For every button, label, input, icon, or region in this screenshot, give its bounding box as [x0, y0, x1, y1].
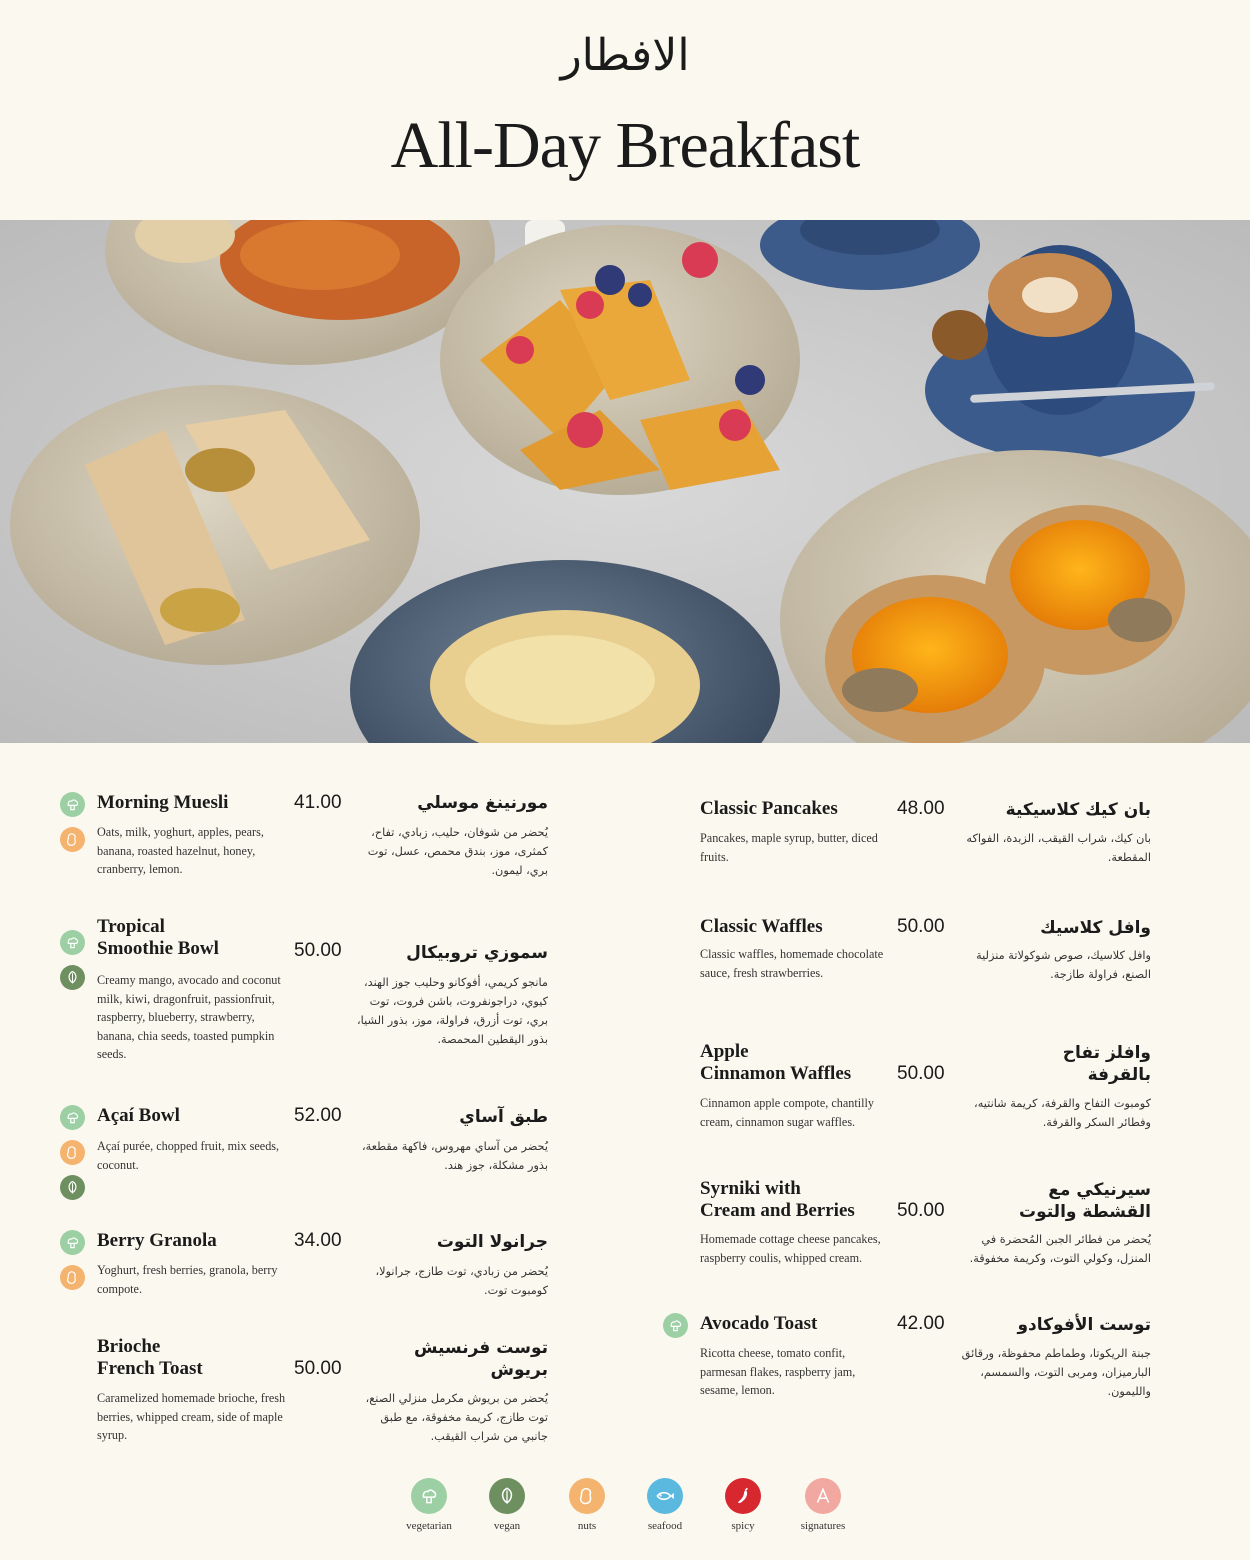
- vegetarian-icon: [663, 1313, 688, 1338]
- menu-item-classic-pancakes: [663, 798, 1153, 878]
- dietary-legend: [0, 1478, 1250, 1538]
- item-name: Classic Waffles: [700, 916, 823, 937]
- item-description-arabic: بان كيك، شراب القيقب، الزبدة، الفواكه المقطعة.: [966, 832, 1151, 864]
- item-name: Açaí Bowl: [97, 1105, 180, 1126]
- diet-icons: [60, 1105, 86, 1210]
- menu-item-avocado-toast: [663, 1313, 1153, 1413]
- vegetarian-icon: [60, 930, 85, 955]
- diet-icons: [60, 930, 86, 1000]
- legend-label: spicy: [731, 1520, 755, 1532]
- legend-vegetarian: [384, 1478, 474, 1532]
- item-price: 52.00: [294, 1105, 342, 1126]
- item-name-arabic: مورنينغ موسلي: [417, 793, 548, 813]
- legend-label: seafood: [647, 1520, 683, 1532]
- breakfast-photo: [0, 220, 1250, 743]
- menu-item-tropical-smoothie-bowl: [60, 916, 550, 1076]
- item-name-arabic: سيرنيكي مع القشطة والتوت: [1019, 1180, 1151, 1222]
- page-title: All-Day Breakfast: [390, 109, 860, 182]
- vegan-icon: [60, 1175, 85, 1200]
- diet-icons: [663, 1313, 689, 1348]
- item-name-arabic: سموزي تروبيكال: [406, 943, 548, 963]
- item-description: Creamy mango, avocado and coconut milk, kiwi, dragonfruit, passionfruit, raspberry, blueberry, strawberry, banana, chia seeds, toasted pumpkin seeds.: [97, 973, 281, 1061]
- item-description-arabic: يُحضر من زبادي، توت طازج، جرانولا، كومبوت توت.: [375, 1265, 548, 1297]
- diet-icons: [60, 792, 86, 862]
- menu-item-classic-waffles: [663, 916, 1153, 1006]
- item-name-arabic: جرانولا التوت: [436, 1232, 548, 1252]
- nuts-icon: [60, 1140, 85, 1165]
- item-price: 50.00: [897, 916, 945, 937]
- vegetarian-icon: [60, 792, 85, 817]
- menu-item-acai-bowl: [60, 1105, 550, 1205]
- item-description-arabic: مانجو كريمي، أفوكانو وحليب جوز الهند، كيوي، دراجونفروت، باشن فروت، توت بري، توت أزرق، فراولة، موز، بذور الشيا، بذور اليقطين المحمصة.: [357, 976, 548, 1046]
- item-description-arabic: كومبوت التفاح والقرفة، كريمة شانتيه، وفطائر السكر والقرفة.: [974, 1097, 1151, 1129]
- item-name-arabic: توست فرنسيش بريوش: [413, 1338, 548, 1380]
- page-title-arabic: الافطار: [560, 30, 690, 81]
- menu-item-berry-granola: [60, 1230, 550, 1310]
- item-name: Berry Granola: [97, 1230, 217, 1251]
- item-description-arabic: يُحضر من آساي مهروس، فاكهة مقطعة، بذور مشكلة، جوز هند.: [361, 1140, 548, 1172]
- item-name: Tropical Smoothie Bowl: [97, 916, 219, 959]
- item-price: 50.00: [294, 1358, 342, 1379]
- item-name: Brioche French Toast: [97, 1336, 203, 1379]
- nuts-icon: [60, 1265, 85, 1290]
- item-description: Cinnamon apple compote, chantilly cream, cinnamon sugar waffles.: [700, 1096, 874, 1129]
- menu-item-apple-cinnamon-waffles: [663, 1041, 1153, 1141]
- item-price: 50.00: [897, 1200, 945, 1221]
- seafood-icon: [647, 1478, 683, 1514]
- legend-vegan: [462, 1478, 552, 1532]
- item-description: Homemade cottage cheese pancakes, raspberry coulis, whipped cream.: [700, 1232, 881, 1265]
- item-description: Pancakes, maple syrup, butter, diced fruits.: [700, 831, 878, 864]
- item-description: Caramelized homemade brioche, fresh berries, whipped cream, side of maple syrup.: [97, 1391, 286, 1442]
- item-description: Ricotta cheese, tomato confit, parmesan flakes, raspberry jam, sesame, lemon.: [700, 1346, 856, 1397]
- item-price: 34.00: [294, 1230, 342, 1251]
- diet-icons: [60, 1230, 86, 1300]
- vegan-icon: [489, 1478, 525, 1514]
- item-name: Avocado Toast: [700, 1313, 818, 1334]
- item-description-arabic: يُحضر من فطائر الجبن المُحضرة في المنزل، وكولي التوت، وكريمة مخفوقة.: [969, 1233, 1151, 1265]
- menu-item-morning-muesli: [60, 792, 550, 892]
- item-name-arabic: وافل كلاسيك: [1040, 918, 1151, 938]
- vegetarian-icon: [60, 1230, 85, 1255]
- item-name-arabic: توست الأفوكادو: [1017, 1315, 1151, 1335]
- vegetarian-icon: [60, 1105, 85, 1130]
- legend-label: vegan: [493, 1520, 521, 1532]
- item-name: Syrniki with Cream and Berries: [700, 1178, 855, 1221]
- item-description: Açaí purée, chopped fruit, mix seeds, coconut.: [97, 1139, 280, 1172]
- item-description-arabic: جبنة الريكوتا، وطماطم محفوظة، ورقائق البارميزان، ومربى التوت، والسمسم، والليمون.: [961, 1347, 1151, 1398]
- legend-signatures: [778, 1478, 868, 1532]
- item-name: Classic Pancakes: [700, 798, 838, 819]
- menu-header: [0, 0, 1250, 220]
- item-description-arabic: يُحضر من بريوش مكرمل منزلي الصنع، توت طازج، كريمة مخفوقة، مع طبق جانبي من شراب القيقب.: [365, 1392, 548, 1443]
- legend-spicy: [698, 1478, 788, 1532]
- item-description-arabic: وافل كلاسيك، صوص شوكولاتة منزلية الصنع، فراولة طازجة.: [976, 949, 1151, 981]
- spicy-icon: [725, 1478, 761, 1514]
- item-name-arabic: وافلز تفاح بالقرفة: [1062, 1043, 1151, 1085]
- item-name: Apple Cinnamon Waffles: [700, 1041, 852, 1084]
- legend-label: nuts: [577, 1520, 597, 1532]
- item-price: 50.00: [897, 1063, 945, 1084]
- item-name-arabic: بان كيك كلاسيكية: [1005, 800, 1151, 820]
- nuts-icon: [60, 827, 85, 852]
- menu-item-syrniki: [663, 1178, 1153, 1278]
- legend-nuts: [542, 1478, 632, 1532]
- item-description: Yoghurt, fresh berries, granola, berry compote.: [97, 1263, 278, 1296]
- item-name-arabic: طبق آساي: [459, 1107, 548, 1127]
- item-price: 48.00: [897, 798, 945, 819]
- item-price: 50.00: [294, 940, 342, 961]
- menu-item-brioche-french-toast: [60, 1336, 550, 1456]
- legend-label: signatures: [800, 1520, 846, 1532]
- signatures-icon: [805, 1478, 841, 1514]
- item-price: 42.00: [897, 1313, 945, 1334]
- legend-seafood: [620, 1478, 710, 1532]
- item-description-arabic: يُحضر من شوفان، حليب، زبادي، تفاح، كمثرى، موز، بندق محمص، عسل، توت بري، ليمون.: [367, 826, 548, 877]
- item-price: 41.00: [294, 792, 342, 813]
- vegetarian-icon: [411, 1478, 447, 1514]
- nuts-icon: [569, 1478, 605, 1514]
- item-description: Classic waffles, homemade chocolate sauce, fresh strawberries.: [700, 947, 884, 980]
- item-description: Oats, milk, yoghurt, apples, pears, banana, roasted hazelnut, honey, cranberry, lemon.: [97, 825, 264, 876]
- vegan-icon: [60, 965, 85, 990]
- item-name: Morning Muesli: [97, 792, 229, 813]
- legend-label: vegetarian: [406, 1520, 452, 1532]
